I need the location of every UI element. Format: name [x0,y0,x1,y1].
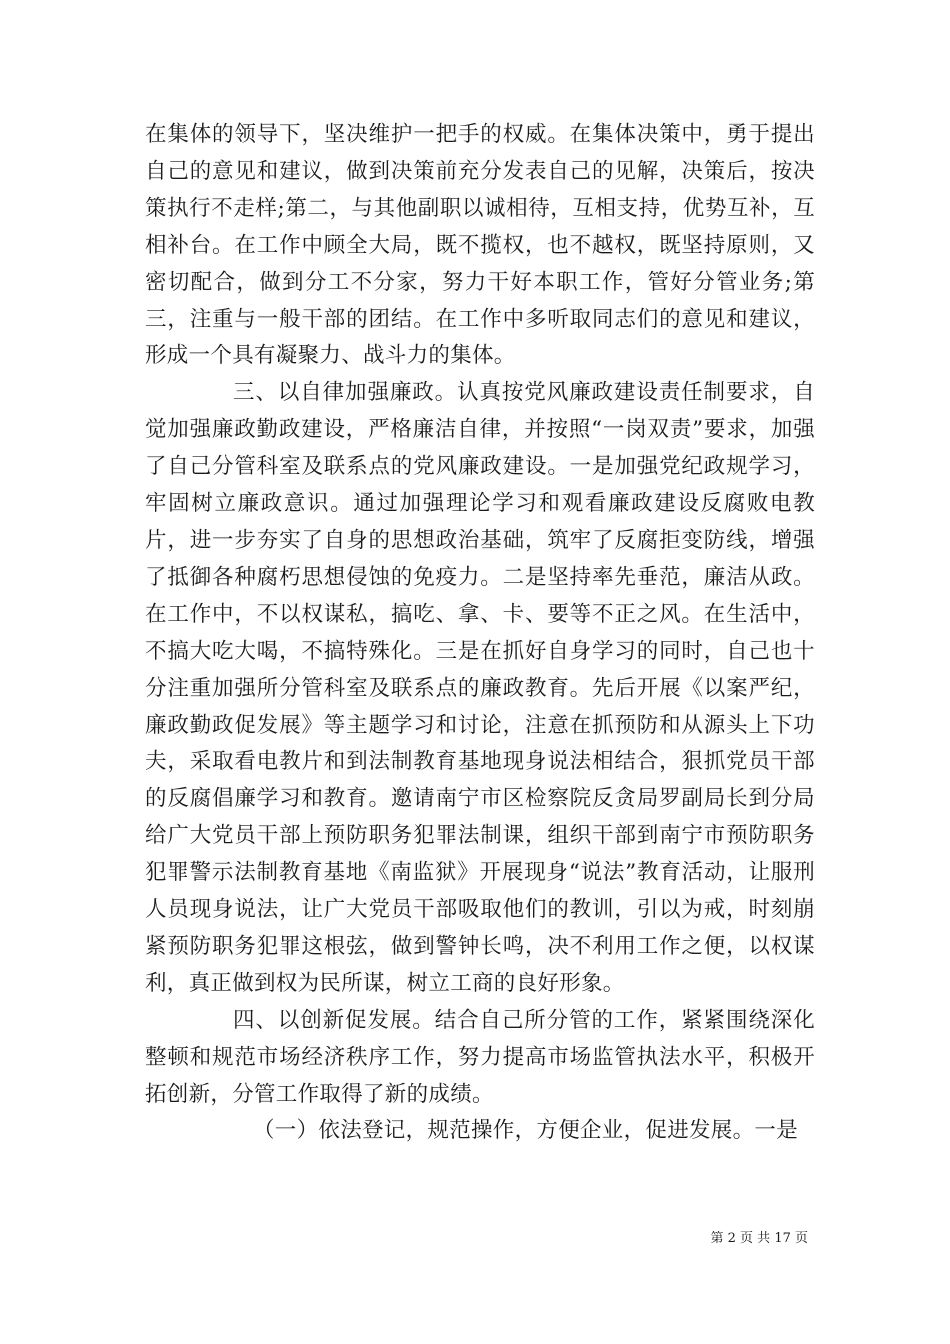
paragraph-section-four-innovation: 四、以创新促发展。结合自己所分管的工作，紧紧围绕深化整顿和规范市场经济秩序工作，努力提高市场监管执法水平，积极开拓创新，分管工作取得了新的成绩。 [145,1007,815,1107]
paragraph-section-three-self-discipline: 三、以自律加强廉政。认真按党风廉政建设责任制要求，自觉加强廉政勤政建设，严格廉洁自律，并按照“一岗双责”要求，加强了自己分管科室及联系点的党风廉政建设。一是加强党纪政规学习，牢固树立廉政意识。通过加强理论学习和观看廉政建设反腐败电教片，进一步夯实了自身的思想政治基础，筑牢了反腐拒变防线，增强了抵御各种腐朽思想侵蚀的免疫力。二是坚持率先垂范，廉洁从政。在工作中，不以权谋私，搞吃、拿、卡、要等不正之风。在生活中，不搞大吃大喝，不搞特殊化。三是在抓好自身学习的同时，自己也十分注重加强所分管科室及联系点的廉政教育。先后开展《以案严纪，廉政勤政促发展》等主题学习和讨论，注意在抓预防和从源头上下功夫，采取看电教片和到法制教育基地现身说法相结合，狠抓党员干部的反腐倡廉学习和教育。邀请南宁市区检察院反贪局罗副局长到分局给广大党员干部上预防职务犯罪法制课，组织干部到南宁市预防职务犯罪警示法制教育基地《南监狱》开展现身“说法”教育活动，让服刑人员现身说法，让广大党员干部吸取他们的教训，引以为戒，时刻崩紧预防职务犯罪这根弦，做到警钟长鸣，决不利用工作之便，以权谋利，真正做到权为民所谋，树立工商的良好形象。 [145,380,815,996]
paragraph-continuation: 在集体的领导下，坚决维护一把手的权威。在集体决策中，勇于提出自己的意见和建议，做到决策前充分发表自己的见解，决策后，按决策执行不走样;第二，与其他副职以诚相待，互相支持，优势互补，互相补台。在工作中顾全大局，既不揽权，也不越权，既坚持原则，又密切配合，做到分工不分家，努力干好本职工作，管好分管业务;第三，注重与一般干部的团结。在工作中多听取同志们的意见和建议，形成一个具有凝聚力、战斗力的集体。 [145,122,815,369]
document-body [145,117,815,1150]
paragraph-subsection-one-registration: （一）依法登记，规范操作，方便企业，促进发展。一是 [253,1118,799,1144]
page-number-footer: 第 2 页 共 17 页 [710,1231,808,1246]
